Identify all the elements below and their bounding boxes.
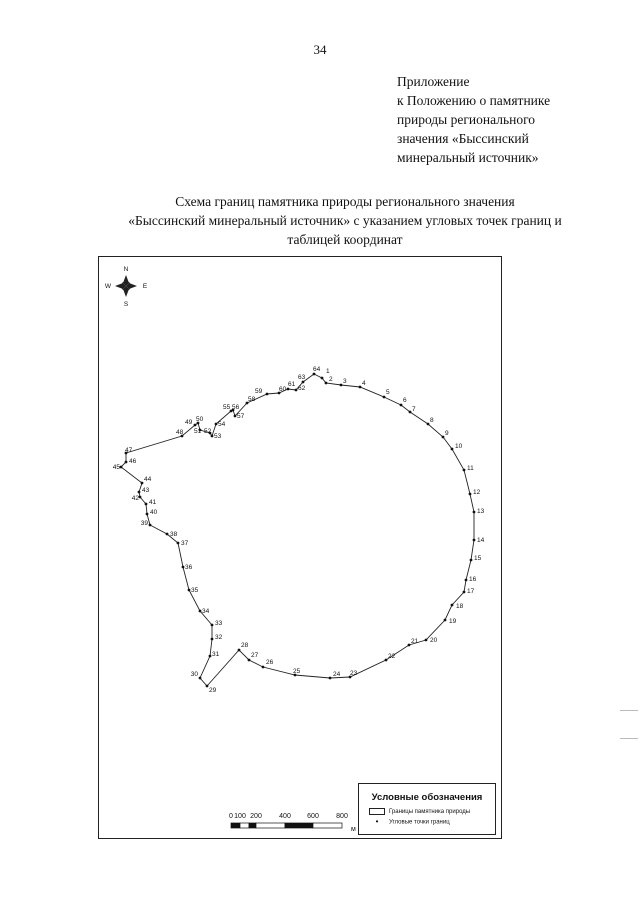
- boundary-point-label: 33: [215, 620, 223, 627]
- scheme-title-line: Схема границ памятника природы регионального значения: [175, 194, 515, 209]
- legend: [358, 783, 496, 835]
- boundary-point-label: 64: [313, 366, 321, 373]
- boundary-point-label: 38: [170, 531, 178, 538]
- boundary-point-marker: [463, 591, 466, 594]
- boundary-point-label: 27: [251, 652, 259, 659]
- legend-item-points: [369, 819, 450, 826]
- scale-tick-label: 0: [229, 813, 233, 820]
- boundary-point-label: 45: [112, 464, 120, 471]
- boundary-point-label: 8: [430, 417, 434, 424]
- boundary-point-label: 18: [456, 603, 464, 610]
- legend-title: Условные обозначения: [371, 792, 483, 803]
- boundary-point-label: 42: [131, 495, 139, 502]
- boundary-point-label: 41: [149, 499, 157, 506]
- boundary-point-marker: [321, 377, 324, 380]
- boundary-point-label: 15: [474, 555, 482, 562]
- scheme-title-line: «Быссинский минеральный источник» с указанием угловых точек границ и: [128, 213, 562, 228]
- boundary-point-label: 63: [298, 374, 306, 381]
- boundary-point-marker: [211, 435, 214, 438]
- boundary-point-marker: [427, 423, 430, 426]
- boundary-point-label: 4: [362, 380, 366, 387]
- scale-tick-label: 600: [307, 813, 319, 820]
- boundary-point-label: 35: [191, 587, 199, 594]
- boundary-point-marker: [408, 644, 411, 647]
- boundary-point-label: 14: [477, 537, 485, 544]
- boundary-point-marker: [211, 624, 214, 627]
- boundary-point-label: 39: [140, 520, 148, 527]
- boundary-point-label: 58: [248, 396, 256, 403]
- boundary-point-marker: [125, 461, 128, 464]
- boundary-point-label: 34: [202, 608, 210, 615]
- boundary-point-label: 57: [237, 413, 245, 420]
- boundary-point-marker: [188, 589, 191, 592]
- boundary-point-label: 12: [473, 489, 481, 496]
- appendix-line: значения «Быссинский: [397, 131, 529, 146]
- boundary-point-marker: [262, 666, 265, 669]
- boundary-point-label: 46: [129, 458, 137, 465]
- scale-segment: [285, 823, 313, 828]
- boundary-point-label: 44: [144, 476, 152, 483]
- compass-n: N: [123, 266, 129, 273]
- boundary-point-label: 9: [445, 430, 449, 437]
- scale-segment: [256, 823, 285, 828]
- boundary-point-marker: [295, 389, 298, 392]
- boundary-point-marker: [383, 396, 386, 399]
- boundary-point-marker: [400, 404, 403, 407]
- boundary-point-marker: [385, 659, 388, 662]
- appendix-line: к Положению о памятнике: [397, 93, 551, 108]
- boundary-point-label: 1: [326, 368, 330, 375]
- boundary-point-label: 7: [412, 406, 416, 413]
- boundary-point-label: 59: [255, 388, 263, 395]
- edge-mark: [620, 710, 638, 711]
- boundary-point-label: 31: [212, 651, 220, 658]
- boundary-point-label: 51: [194, 428, 202, 435]
- boundary-point-label: 20: [430, 637, 438, 644]
- boundary-point-marker: [199, 677, 202, 680]
- boundary-point-marker: [209, 655, 212, 658]
- boundary-point-label: 2: [329, 376, 333, 383]
- boundary-point-marker: [149, 524, 152, 527]
- edge-mark: [620, 738, 638, 739]
- boundary-point-label: 6: [403, 397, 407, 404]
- boundary-point-label: 11: [467, 465, 474, 472]
- boundary-point-label: 62: [298, 385, 306, 392]
- boundary-point-label: 48: [176, 429, 184, 436]
- boundary-point-label: 10: [455, 443, 463, 450]
- boundary-point-marker: [266, 393, 269, 396]
- boundary-point-marker: [139, 496, 142, 499]
- boundary-point-marker: [234, 415, 237, 418]
- boundary-point-label: 22: [388, 653, 396, 660]
- scale-segment: [249, 823, 256, 828]
- boundary-point-marker: [182, 566, 185, 569]
- boundary-point-label: 17: [467, 588, 475, 595]
- appendix-line: минеральный источник»: [397, 150, 539, 165]
- boundary-point-marker: [146, 513, 149, 516]
- compass-s: S: [123, 301, 129, 308]
- boundary-point-marker: [325, 382, 328, 385]
- boundary-point-marker: [442, 436, 445, 439]
- boundary-point-label: 25: [293, 668, 301, 675]
- scale-unit: м: [351, 826, 356, 833]
- boundary-point-marker: [199, 610, 202, 613]
- boundary-point-label: 5: [386, 389, 390, 396]
- point-icon: •: [375, 817, 379, 826]
- scheme-title-line: таблицей координат: [287, 232, 403, 247]
- boundary-point-label: 3: [343, 378, 347, 385]
- legend-label: Границы памятника природы: [389, 809, 471, 816]
- boundary-point-label: 52: [204, 428, 212, 435]
- boundary-point-marker: [138, 491, 141, 494]
- boundary-point-marker: [470, 559, 473, 562]
- scale-segment: [231, 823, 240, 828]
- boundary-point-marker: [177, 542, 180, 545]
- boundary-point-label: 16: [469, 576, 477, 583]
- boundary-point-marker: [451, 604, 454, 607]
- legend-label: Угловые точки границ: [389, 819, 450, 826]
- boundary-point-marker: [465, 579, 468, 582]
- compass-rose-icon: [105, 266, 148, 308]
- boundary-point-label: 55: [223, 404, 231, 411]
- boundary-point-label: 24: [333, 671, 341, 678]
- boundary-point-marker: [238, 649, 241, 652]
- boundary-point-marker: [469, 493, 472, 496]
- boundary-point-marker: [248, 659, 251, 662]
- boundary-polygon: [121, 374, 474, 686]
- boundary-point-marker: [206, 685, 209, 688]
- boundary-point-label: 37: [181, 540, 189, 547]
- boundary-point-marker: [287, 388, 290, 391]
- boundary-point-label: 13: [477, 508, 485, 515]
- scale-tick-label: 800: [336, 813, 348, 820]
- boundary-point-marker: [463, 469, 466, 472]
- boundary-point-label: 26: [266, 659, 274, 666]
- scale-bar: [229, 813, 356, 833]
- boundary-point-label: 30: [190, 671, 198, 678]
- boundary-point-marker: [409, 411, 412, 414]
- boundary-point-marker: [473, 511, 476, 514]
- boundary-point-label: 21: [411, 638, 419, 645]
- boundary-point-label: 43: [142, 487, 150, 494]
- boundary-point-marker: [329, 677, 332, 680]
- boundary-point-marker: [359, 386, 362, 389]
- boundary-point-label: 19: [449, 618, 457, 625]
- scale-tick-label: 200: [250, 813, 262, 820]
- boundary-point-marker: [451, 448, 454, 451]
- boundary-point-label: 49: [185, 419, 193, 426]
- boundary-point-label: 61: [288, 381, 296, 388]
- boundary-point-marker: [302, 381, 305, 384]
- boundary-point-label: 54: [218, 421, 226, 428]
- polygon-outline-icon: [369, 808, 385, 815]
- scale-segment: [313, 823, 342, 828]
- boundary-point-label: 32: [215, 634, 223, 641]
- boundary-point-label: 36: [185, 564, 193, 571]
- boundary-point-label: 40: [150, 509, 158, 516]
- boundary-point-label: 53: [214, 433, 222, 440]
- boundary-point-marker: [340, 384, 343, 387]
- boundary-point-label: 56: [232, 404, 240, 411]
- boundary-point-label: 47: [125, 447, 133, 454]
- page-number: 34: [313, 42, 327, 57]
- boundary-point-marker: [120, 466, 123, 469]
- appendix-line: Приложение: [397, 74, 470, 89]
- boundary-point-label: 50: [196, 416, 204, 423]
- appendix-line: природы регионального: [397, 112, 536, 127]
- boundary-point-marker: [313, 373, 316, 376]
- boundary-point-label: 23: [350, 670, 358, 677]
- boundary-point-marker: [166, 533, 169, 536]
- scale-tick-label: 400: [279, 813, 291, 820]
- scale-segment: [240, 823, 249, 828]
- boundary-point-marker: [194, 424, 197, 427]
- boundary-point-marker: [425, 639, 428, 642]
- boundary-point-label: 28: [241, 642, 249, 649]
- scale-tick-label: 100: [234, 813, 246, 820]
- boundary-point-label: 60: [279, 386, 287, 393]
- compass-w: W: [104, 283, 112, 290]
- boundary-point-marker: [141, 482, 144, 485]
- boundary-point-marker: [145, 503, 148, 506]
- legend-item-boundary: [369, 808, 470, 815]
- boundary-point-marker: [215, 423, 218, 426]
- boundary-point-marker: [473, 539, 476, 542]
- boundary-point-label: 29: [209, 687, 217, 694]
- boundary-point-marker: [444, 619, 447, 622]
- compass-e: E: [142, 283, 148, 290]
- boundary-point-marker: [211, 638, 214, 641]
